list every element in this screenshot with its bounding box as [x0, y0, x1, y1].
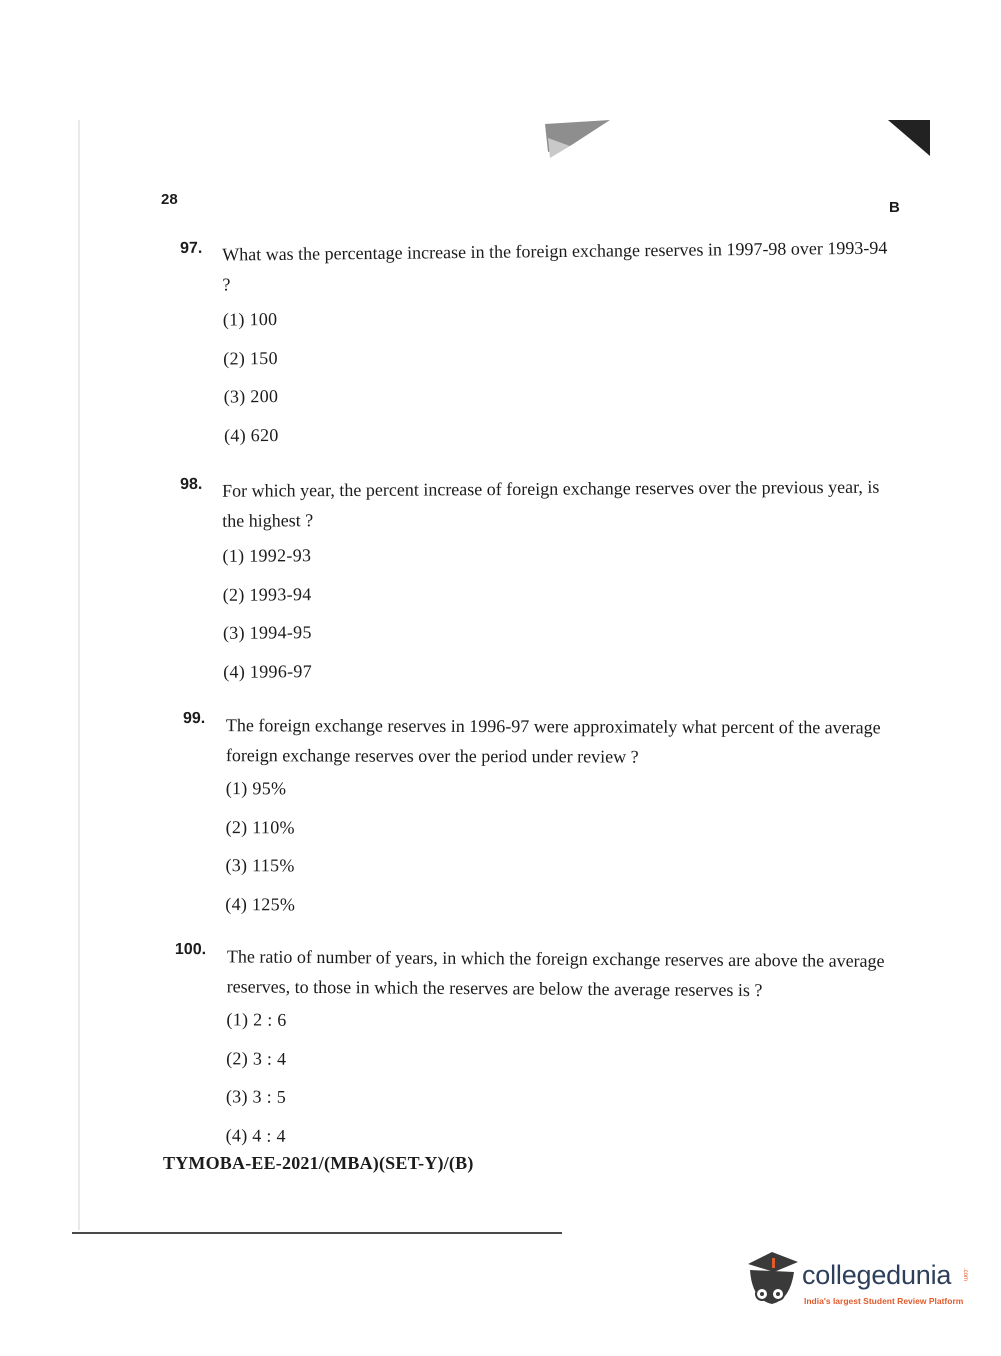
- question-text: What was the percentage increase in the foreign exchange reserves in 1997-98 over 1993-94 ?: [222, 237, 888, 295]
- brand-tagline: India's largest Student Review Platform: [804, 1296, 964, 1306]
- option-3: (3) 1994-95: [222, 622, 312, 643]
- option-list: [225, 776, 895, 932]
- question-99: [182, 710, 895, 932]
- scan-smudge-mark: [540, 118, 620, 163]
- option-2: (2) 110%: [225, 816, 295, 837]
- scan-edge-line: [78, 120, 80, 1230]
- option-1: (1) 95%: [225, 778, 287, 799]
- question-97: [180, 233, 897, 462]
- option-list: [222, 540, 896, 698]
- brand-name: collegedunia: [802, 1260, 952, 1290]
- option-list: [223, 301, 898, 462]
- page-corner-fold: [888, 118, 933, 158]
- brand-domain: .com: [962, 1268, 968, 1282]
- footer-divider: [72, 1232, 562, 1234]
- option-3: (3) 115%: [225, 855, 295, 876]
- question-number: 100.: [174, 941, 207, 959]
- option-2: (2) 1993-94: [222, 583, 312, 605]
- question-98: [180, 472, 896, 698]
- question-number: 98.: [180, 475, 203, 493]
- option-1: (1) 100: [222, 308, 278, 330]
- option-1: (1) 2 : 6: [226, 1009, 287, 1030]
- question-100: [173, 941, 895, 1166]
- page-number: 28: [161, 191, 178, 208]
- student-mascot-icon: [742, 1250, 800, 1312]
- question-number: 99.: [182, 710, 206, 728]
- option-list: [225, 1007, 894, 1166]
- set-letter: B: [889, 199, 900, 216]
- exam-code-footer: TYMOBA-EE-2021/(MBA)(SET-Y)/(B): [163, 1153, 474, 1173]
- option-3: (3) 200: [223, 385, 279, 407]
- option-4: (4) 620: [223, 424, 279, 446]
- option-3: (3) 3 : 5: [225, 1086, 287, 1107]
- option-2: (2) 3 : 4: [226, 1047, 287, 1069]
- question-number: 97.: [180, 239, 203, 257]
- option-4: (4) 1996-97: [223, 660, 313, 682]
- question-text: The ratio of number of years, in which the foreign exchange reserves are above the average reserves, to those in which the reserves are below the average reserves is ?: [226, 946, 885, 1001]
- collegedunia-watermark: [742, 1250, 972, 1312]
- option-2: (2) 150: [223, 347, 278, 369]
- question-text: The foreign exchange reserves in 1996-97 were approximately what percent of the average foreign exchange reserves over the period under review ?: [225, 715, 881, 767]
- option-1: (1) 1992-93: [222, 545, 312, 566]
- option-4: (4) 4 : 4: [225, 1124, 286, 1146]
- question-text: For which year, the percent increase of foreign exchange reserves over the previous year, is the highest ?: [222, 476, 880, 531]
- option-4: (4) 125%: [225, 893, 296, 914]
